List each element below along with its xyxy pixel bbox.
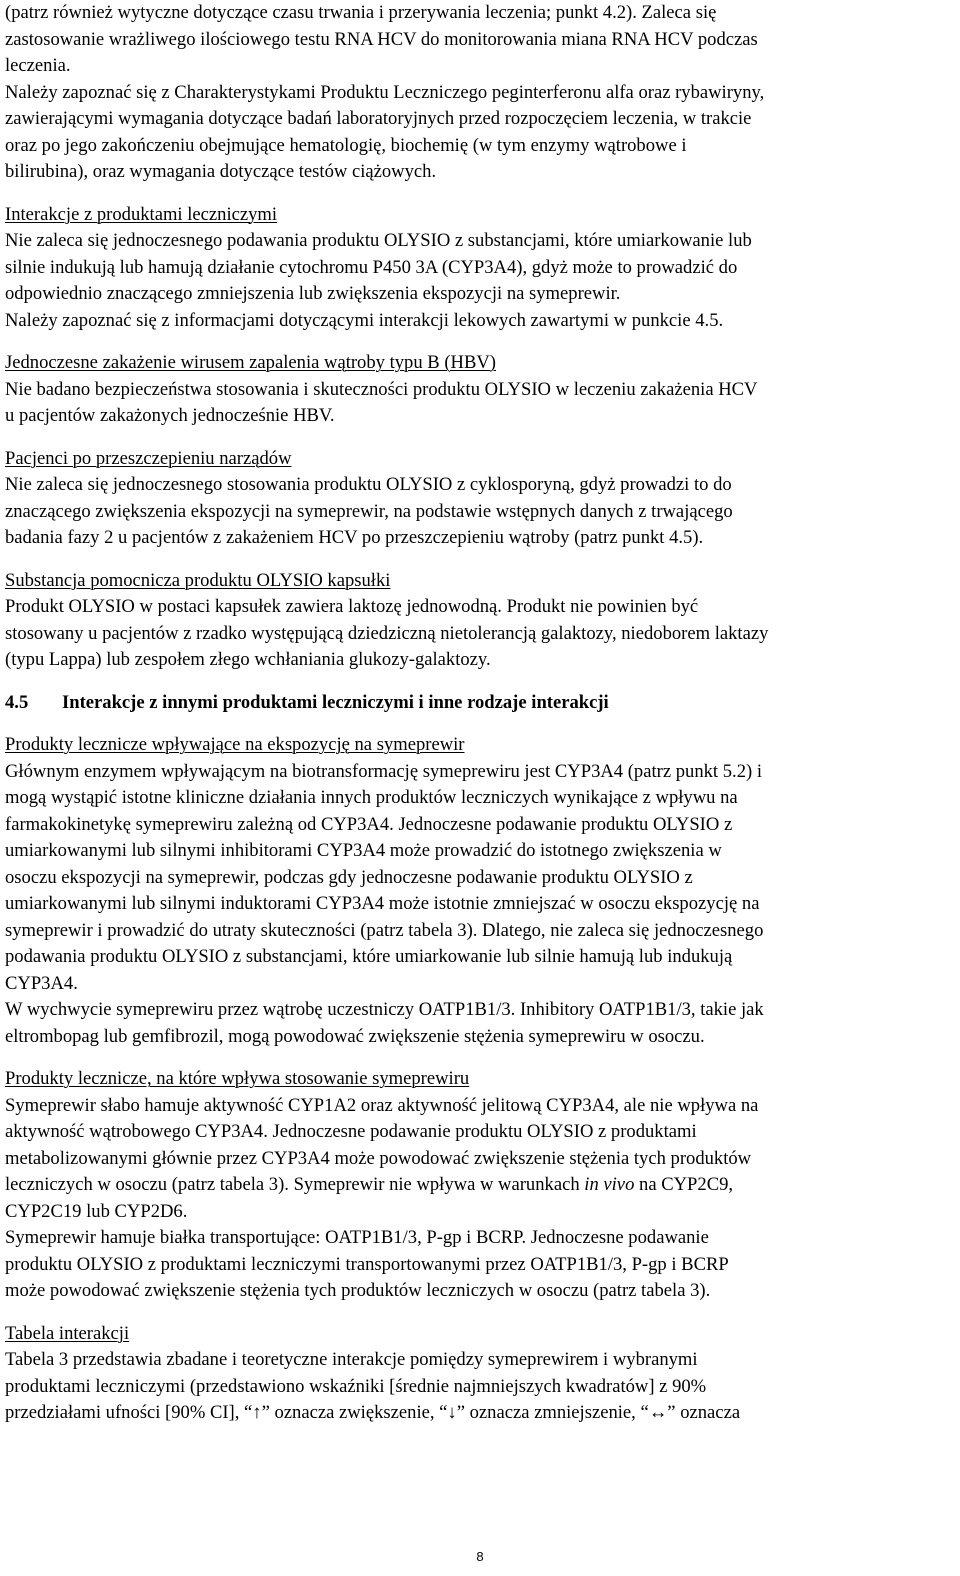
text-line: bilirubina), oraz wymagania dotyczące testów ciążowych. [5, 161, 437, 182]
text-line: metabolizowanymi głównie przez CYP3A4 może powodować zwiększenie stężenia tych produktów [5, 1147, 752, 1169]
spacer [5, 552, 955, 568]
text-fragment: na CYP2C9, [634, 1174, 734, 1195]
section-number: 4.5 [5, 691, 29, 713]
text-line: farmakokinetykę symeprewiru zależną od CYP3A4. Jednoczesne podawanie produktu OLYSIO z [5, 813, 733, 835]
transplant-paragraph [5, 446, 955, 552]
spacer [5, 1050, 955, 1066]
spacer [5, 334, 955, 350]
text-line: Należy zapoznać się z Charakterystykami Produktu Leczniczego peginterferonu alfa oraz rybawiryny, [5, 81, 765, 103]
intro-paragraph [5, 0, 955, 186]
text-line: Nie zaleca się jednoczesnego podawania produktu OLYSIO z substancjami, które umiarkowanie lub [5, 230, 752, 251]
text-line: Nie badano bezpieczeństwa stosowania i skuteczności produktu OLYSIO w leczeniu zakażenia HCV [5, 378, 758, 400]
text-line: podawania produktu OLYSIO z substancjami, które umiarkowanie lub silnie hamują lub indukują [5, 946, 733, 967]
italic-term: in vivo [584, 1174, 635, 1195]
text-line: Tabela 3 przedstawia zbadane i teoretyczne interakcje pomiędzy symeprewirem i wybranymi [5, 1349, 698, 1370]
spacer [5, 716, 955, 732]
section-title-text: Interakcje z innymi produktami leczniczymi i inne rodzaje interakcji [62, 691, 609, 713]
text-line: aktywność wątrobowego CYP3A4. Jednoczesne podawanie produktu OLYSIO z produktami [5, 1121, 697, 1142]
text-line: Symeprewir hamuje białka transportujące: OATP1B1/3, P-gp i BCRP. Jednoczesne podawanie [5, 1227, 709, 1248]
spacer [5, 674, 955, 690]
text-line: umiarkowanymi lub silnymi induktorami CYP3A4 może istotnie zmniejszać w osoczu ekspozycję na [5, 893, 760, 914]
interactions-heading: Interakcje z produktami leczniczymi [5, 203, 278, 225]
text-line: silnie indukują lub hamują działanie cytochromu P450 3A (CYP3A4), gdyż może to prowadzić do [5, 256, 738, 278]
text-line: CYP3A4. [5, 972, 78, 994]
text-line: produktu OLYSIO z produktami leczniczymi transportowanymi przez OATP1B1/3, P-gp i BCRP [5, 1253, 729, 1275]
section-4-5-title [5, 690, 955, 717]
text-line: CYP2C19 lub CYP2D6. [5, 1200, 188, 1222]
text-line: odpowiednio znaczącego zmniejszenia lub zwiększenia ekspozycji na symeprewir. [5, 283, 621, 304]
text-line: symeprewir i prowadzić do utraty skuteczności (patrz tabela 3). Dlatego, nie zaleca się jednoczesnego [5, 919, 764, 941]
interactions-paragraph [5, 202, 955, 335]
text-line: Należy zapoznać się z informacjami dotyczącymi interakcji lekowych zawartymi w punkcie 4.5. [5, 309, 724, 331]
text-line: Produkt OLYSIO w postaci kapsułek zawiera laktozę jednowodną. Produkt nie powinien być [5, 596, 699, 617]
text-line: produktami leczniczymi (przedstawiono wskaźniki [średnie najmniejszych kwadratów] z 90% [5, 1375, 707, 1397]
text-line: (typu Lappa) lub zespołem złego wchłaniania glukozy-galaktozy. [5, 649, 491, 670]
text-line: Głównym enzymem wpływającym na biotransformację symeprewiru jest CYP3A4 (patrz punkt 5.2) i [5, 760, 762, 782]
excipient-heading: Substancja pomocnicza produktu OLYSIO kapsułki [5, 569, 391, 591]
text-line: zastosowanie wrażliwego ilościowego testu RNA HCV do monitorowania miana RNA HCV podczas [5, 28, 758, 50]
text-line: zawierającymi wymagania dotyczące badań laboratoryjnych przed rozpoczęciem leczenia, w trakcie [5, 108, 752, 129]
excipient-paragraph [5, 568, 955, 674]
text-line: (patrz również wytyczne dotyczące czasu trwania i przerywania leczenia; punkt 4.2). Zaleca się [5, 2, 717, 23]
text-line: u pacjentów zakażonych jednocześnie HBV. [5, 405, 335, 426]
text-line: leczenia. [5, 55, 71, 76]
affecting-heading: Produkty lecznicze wpływające na ekspozycję na symeprewir [5, 734, 465, 755]
hbv-heading: Jednoczesne zakażenie wirusem zapalenia wątroby typu B (HBV) [5, 352, 496, 373]
text-line: Nie zaleca się jednoczesnego stosowania produktu OLYSIO z cyklosporyną, gdyż prowadzi to do [5, 474, 732, 495]
text-line: oraz po jego zakończeniu obejmujące hematologię, biochemię (w tym enzymy wątrobowe i [5, 134, 687, 156]
text-line: badania fazy 2 u pacjentów z zakażeniem HCV po przeszczepieniu wątroby (patrz punkt 4.5). [5, 527, 704, 548]
affecting-paragraph [5, 732, 955, 1050]
text-line: przedziałami ufności [90% CI], “↑” oznacza zwiększenie, “↓” oznacza zmniejszenie, “↔” oznacza [5, 1402, 741, 1423]
text-line: może powodować zwiększenie stężenia tych produktów leczniczych w osoczu (patrz tabela 3). [5, 1280, 711, 1301]
spacer [5, 1305, 955, 1321]
affected-paragraph [5, 1066, 955, 1305]
table-heading: Tabela interakcji [5, 1322, 130, 1344]
text-line: znaczącego zwiększenia ekspozycji na symeprewir, na podstawie wstępnych danych z trwającego [5, 500, 733, 522]
text-line: eltrombopag lub gemfibrozil, mogą powodować zwiększenie stężenia symeprewiru w osoczu. [5, 1025, 705, 1047]
text-line: osoczu ekspozycji na symeprewir, podczas gdy jednoczesne podawanie produktu OLYSIO z [5, 866, 693, 888]
spacer [5, 430, 955, 446]
text-line: stosowany u pacjentów z rzadko występującą dziedziczną nietolerancją galaktozy, niedoborem laktazy [5, 622, 769, 644]
text-line: umiarkowanymi lub silnymi inhibitorami CYP3A4 może prowadzić do istotnego zwiększenia w [5, 840, 722, 861]
hbv-paragraph [5, 350, 955, 430]
text-line: Symeprewir słabo hamuje aktywność CYP1A2 oraz aktywność jelitową CYP3A4, ale nie wpływa na [5, 1094, 759, 1116]
affected-heading: Produkty lecznicze, na które wpływa stosowanie symeprewiru [5, 1068, 470, 1089]
text-line: W wychwycie symeprewiru przez wątrobę uczestniczy OATP1B1/3. Inhibitory OATP1B1/3, takie jak [5, 999, 764, 1020]
text-fragment: leczniczych w osoczu (patrz tabela 3). Symeprewir nie wpływa w warunkach [5, 1174, 585, 1195]
spacer [5, 186, 955, 202]
table-paragraph [5, 1321, 955, 1427]
page-number: 8 [476, 1549, 484, 1564]
text-line [5, 1172, 955, 1199]
transplant-heading: Pacjenci po przeszczepieniu narządów [5, 447, 292, 469]
document-page [5, 0, 955, 1427]
text-line: mogą wystąpić istotne kliniczne działania innych produktów leczniczych wynikające z wpływu na [5, 787, 738, 808]
